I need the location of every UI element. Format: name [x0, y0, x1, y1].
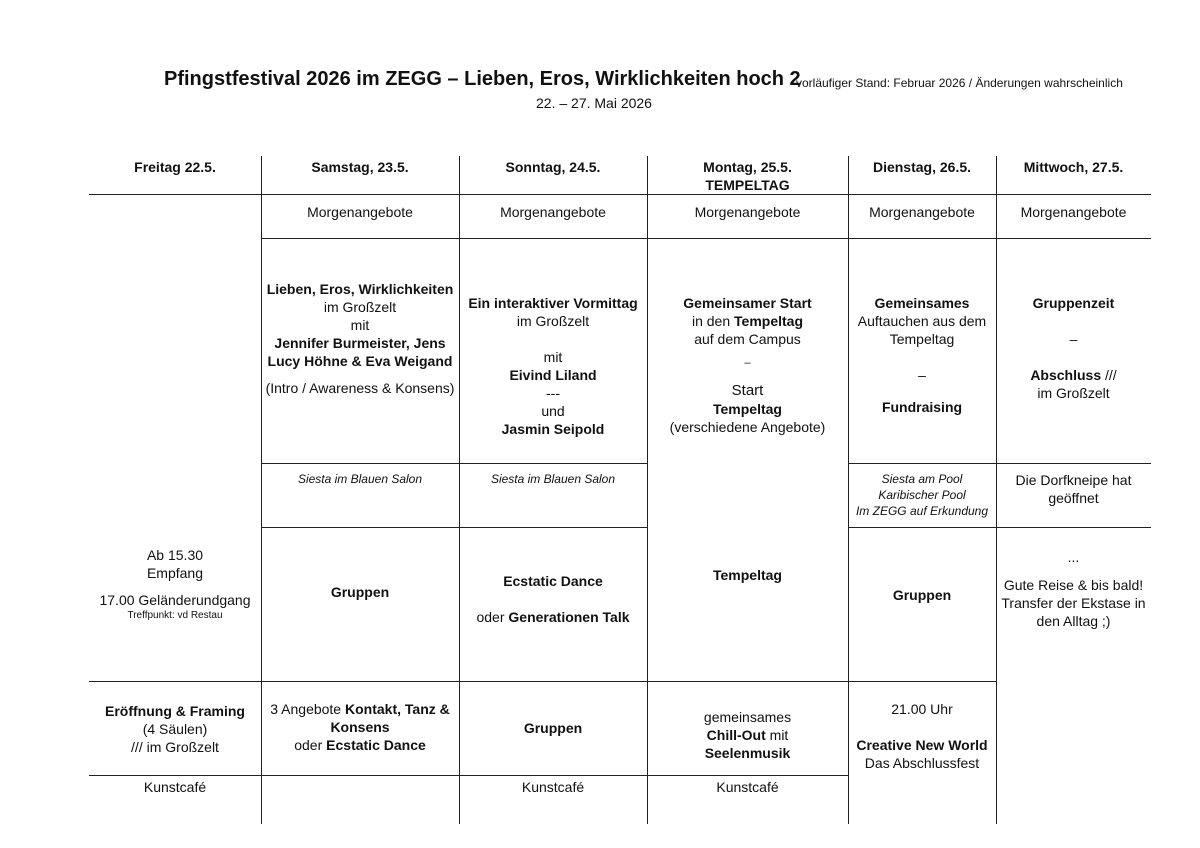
day-header-tuesday	[848, 152, 996, 192]
session-title: Ein interaktiver Vormittag	[468, 295, 638, 311]
event-title: Creative New World	[856, 737, 988, 753]
session-title: Chill-Out	[706, 727, 766, 743]
row-rule	[848, 463, 1151, 464]
session-note: (verschiedene Angebote)	[669, 419, 826, 435]
day-label: Sonntag, 24.5.	[505, 159, 601, 175]
morning-label: Morgenangebote	[694, 204, 801, 220]
session-text: ///	[1105, 367, 1117, 383]
siesta-label: Im ZEGG auf Erkundung	[855, 504, 989, 518]
session-highlight: Tempeltag	[713, 401, 782, 417]
groups-label: Gruppen	[523, 720, 583, 736]
farewell-text: Gute Reise & bis bald!	[1003, 577, 1144, 593]
friday-late	[89, 772, 261, 802]
sunday-evening	[459, 683, 647, 773]
morning-label: Morgenangebote	[500, 204, 606, 220]
kunstcafe-label: Kunstcafé	[521, 779, 585, 795]
page-title: Pfingstfestival 2026 im ZEGG – Lieben, Eros, Wirklichkeiten hoch 2	[164, 68, 801, 90]
session-text: mit	[769, 727, 789, 743]
morning-label: Morgenangebote	[307, 204, 413, 220]
offer-or: oder	[294, 737, 323, 753]
sunday-afternoon	[459, 572, 647, 632]
ellipsis: ...	[1067, 549, 1080, 565]
event-time: 21.00 Uhr	[891, 701, 953, 717]
morning-cell	[848, 196, 996, 228]
event-title: 17.00 Geländerundgang	[99, 592, 251, 608]
event-subtitle: (4 Säulen)	[142, 721, 208, 737]
day-header-monday	[647, 152, 848, 192]
event-title: Empfang	[146, 565, 204, 581]
session-title: Abschluss	[1030, 367, 1102, 383]
session-location: im Großzelt	[323, 299, 397, 315]
column-divider	[996, 156, 997, 824]
day-label: Dienstag, 26.5.	[872, 159, 972, 175]
session-presenter: Eivind Liland	[509, 367, 597, 383]
day-header-sunday	[459, 152, 647, 192]
morning-cell	[459, 196, 647, 228]
session-title: Ecstatic Dance	[503, 573, 603, 589]
offer-title: Konsens	[330, 719, 390, 735]
wednesday-afternoon	[996, 548, 1151, 648]
saturday-evening	[261, 700, 459, 760]
siesta-label: Siesta im Blauen Salon	[490, 472, 616, 486]
tuesday-evening	[848, 700, 996, 780]
session-highlight: Tempeltag	[734, 313, 804, 329]
day-label: Montag, 25.5.	[703, 159, 792, 175]
tempeltag-label: Tempeltag	[713, 567, 782, 583]
day-label: Freitag 22.5.	[134, 159, 216, 175]
groups-label: Gruppen	[892, 587, 952, 603]
session-mit: mit	[543, 349, 563, 365]
wednesday-morning-session	[996, 294, 1151, 414]
session-title: Gemeinsames	[874, 295, 970, 311]
day-sublabel: TEMPELTAG	[705, 177, 790, 193]
morning-label: Morgenangebote	[1020, 204, 1127, 220]
tuesday-afternoon	[848, 535, 996, 655]
session-presenter: Jasmin Seipold	[501, 421, 605, 437]
tavern-note: Die Dorfkneipe hat geöffnet	[1015, 472, 1132, 506]
row-rule	[89, 681, 996, 682]
sunday-morning-session	[459, 294, 647, 444]
header-rule	[89, 194, 1151, 195]
session-location: im Großzelt	[516, 313, 590, 329]
siesta-label: Siesta am Pool	[881, 472, 963, 486]
saturday-morning-session	[261, 280, 459, 420]
offer-alt: Generationen Talk	[508, 609, 630, 625]
session-title: Fundraising	[881, 399, 963, 415]
groups-label: Gruppen	[330, 583, 390, 600]
wednesday-siesta	[1006, 465, 1141, 525]
row-rule	[848, 527, 1151, 528]
session-title: Gemeinsamer Start	[683, 295, 812, 311]
friday-evening	[89, 702, 261, 762]
session-title: Gruppenzeit	[1032, 295, 1115, 311]
session-mit: mit	[350, 317, 370, 333]
event-time: Ab 15.30	[146, 547, 204, 563]
morning-cell	[261, 196, 459, 228]
day-header-friday	[89, 152, 261, 192]
monday-morning-session	[647, 294, 848, 454]
offer-title: Kontakt, Tanz &	[345, 701, 450, 717]
morning-label: Morgenangebote	[869, 204, 975, 220]
session-separator: ---	[546, 385, 560, 401]
farewell-text: den Alltag ;)	[1036, 613, 1111, 629]
event-subtitle: Das Abschlussfest	[864, 755, 980, 771]
session-und: und	[541, 403, 565, 419]
session-text: Tempeltag	[889, 331, 955, 347]
row-rule	[261, 238, 1151, 239]
session-start: Start	[731, 382, 764, 399]
offer-alt: Ecstatic Dance	[326, 737, 426, 753]
kunstcafe-label: Kunstcafé	[716, 779, 779, 795]
session-note: (Intro / Awareness & Konsens)	[265, 380, 455, 396]
day-header-wednesday	[996, 152, 1151, 192]
session-location: im Großzelt	[1037, 385, 1110, 401]
session-title: Seelenmusik	[704, 745, 791, 761]
friday-afternoon	[89, 546, 261, 636]
session-text: Auftauchen aus dem	[857, 313, 987, 329]
event-title: Eröffnung & Framing	[105, 703, 245, 719]
day-label: Mittwoch, 27.5.	[1023, 159, 1124, 175]
tuesday-siesta	[848, 465, 996, 525]
farewell-text: Transfer der Ekstase in	[1001, 595, 1146, 611]
offer-count: 3 Angebote	[270, 701, 342, 717]
meeting-point: Treffpunkt: vd Restau	[127, 610, 223, 621]
row-rule	[261, 527, 647, 528]
session-dash: –	[918, 367, 926, 383]
saturday-siesta	[261, 465, 459, 525]
day-label: Samstag, 23.5.	[311, 159, 409, 175]
session-presenters: Lucy Höhne & Eva Weigand	[267, 353, 453, 369]
morning-cell	[647, 196, 848, 228]
session-presenters: Jennifer Burmeister, Jens	[274, 335, 446, 351]
sunday-siesta	[459, 465, 647, 525]
monday-evening	[647, 708, 848, 768]
festival-dates: 22. – 27. Mai 2026	[536, 95, 652, 111]
monday-afternoon	[647, 540, 848, 610]
session-text: gemeinsames	[703, 709, 792, 725]
session-dash: –	[1069, 331, 1078, 347]
session-title: Lieben, Eros, Wirklichkeiten	[266, 281, 454, 297]
status-note: vorläufiger Stand: Februar 2026 / Änderungen wahrscheinlich	[796, 76, 1123, 90]
siesta-label: Karibischer Pool	[878, 488, 966, 502]
saturday-afternoon	[261, 529, 459, 654]
session-text: in den	[691, 313, 731, 329]
row-rule	[261, 463, 647, 464]
siesta-label: Siesta im Blauen Salon	[297, 472, 423, 486]
monday-late	[647, 772, 848, 802]
tuesday-morning-session	[848, 294, 996, 434]
offer-or: oder	[476, 609, 505, 625]
sunday-late	[459, 772, 647, 802]
event-location: /// im Großzelt	[131, 739, 219, 755]
morning-cell	[996, 196, 1151, 228]
day-header-saturday	[261, 152, 459, 192]
session-location: auf dem Campus	[694, 331, 801, 347]
kunstcafe-label: Kunstcafé	[143, 779, 207, 795]
session-dash: –	[744, 357, 751, 369]
